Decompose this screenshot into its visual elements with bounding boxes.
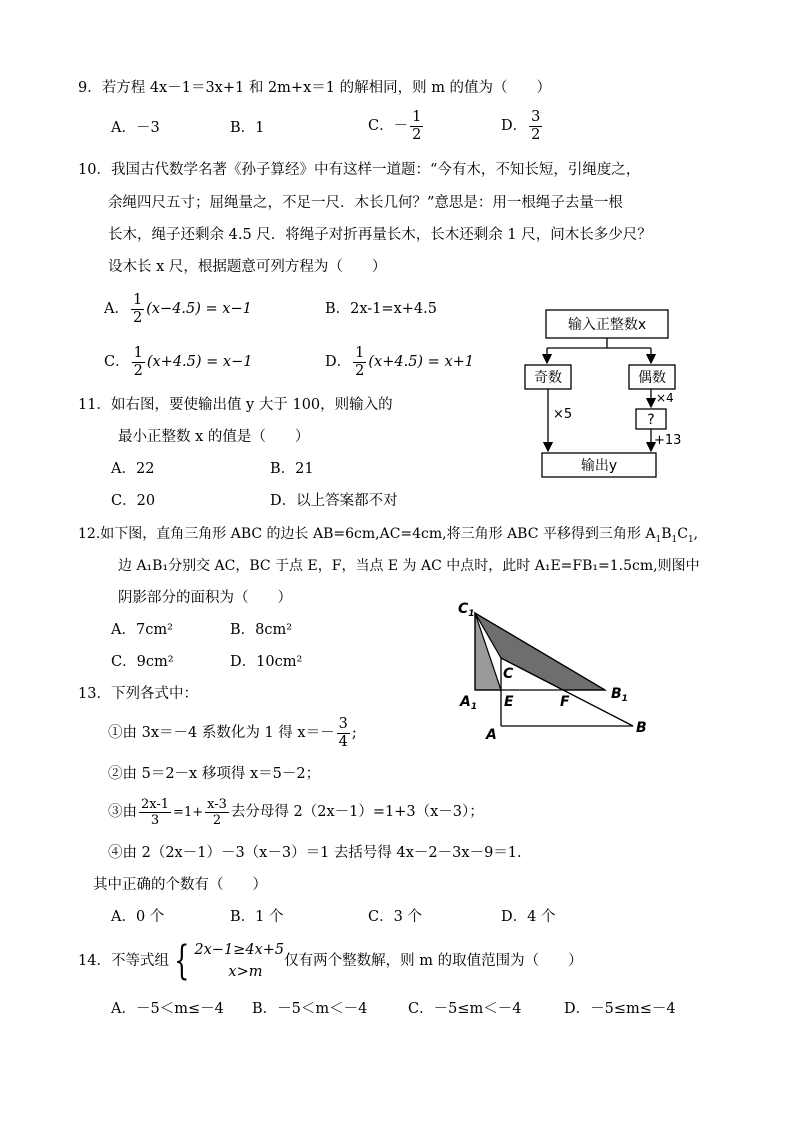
q14-brace: { xyxy=(174,938,190,984)
q13-option-c: C．3 个 xyxy=(368,909,422,925)
label-b: B xyxy=(636,720,647,736)
q12-line-2: 边 A₁B₁分别交 AC，BC 于点 E，F，当点 E 为 AC 中点时，此时 A₁E=FB₁=1.5cm,则图中 xyxy=(118,558,700,574)
q11-line-1: 11．如右图，要使输出值 y 大于 100，则输入的 xyxy=(78,397,393,413)
q12-option-a: A．7cm² xyxy=(111,622,173,638)
q13-item-3: ③由 $\frac{2x-1}{3}$ =1+ $\frac{x-3}{2}$ 去分母得 2（2x－1）=1+3（x－3）； xyxy=(108,796,484,828)
q12-option-b: B．8cm² xyxy=(230,622,293,638)
q9-option-c: C．－ $\frac{1}{2}$ xyxy=(368,109,422,143)
q14-system: 2x−1≥4x+5 x>m xyxy=(194,942,285,980)
q11-option-b: B．21 xyxy=(270,461,314,477)
label-c1: $C_1$ xyxy=(458,601,475,619)
q13-summary: 其中正确的个数有（ ） xyxy=(93,877,267,893)
q10-option-a: A． $\frac{1}{2}$ (x−4.5) = x−1 xyxy=(104,292,252,326)
q12-option-c: C．9cm² xyxy=(111,654,174,670)
q13-item-1: ①由 3x＝－4 系数化为 1 得 x＝－ $\frac{3}{4}$ ; xyxy=(108,716,357,750)
q14-option-a: A．－5＜m≤－4 xyxy=(111,1001,224,1017)
q13-option-d: D．4 个 xyxy=(501,909,556,925)
q12-line-1: 12.如下图，直角三角形 ABC 的边长 AB=6cm,AC=4cm,将三角形 ABC 平移得到三角形 $A_1B_1C_1$, xyxy=(78,526,699,545)
label-f: F xyxy=(560,694,570,710)
label-e: E xyxy=(504,694,514,710)
q13-option-b: B．1 个 xyxy=(230,909,284,925)
flow-even-op1: ×4 xyxy=(656,391,674,405)
q10-option-c: C． $\frac{1}{2}$ (x+4.5) = x−1 xyxy=(104,345,253,379)
q12-line-3: 阴影部分的面积为（ ） xyxy=(118,590,292,606)
q13-option-a: A．0 个 xyxy=(111,909,165,925)
flow-even-label: 偶数 xyxy=(638,370,666,386)
q14-option-d: D．－5≤m≤－4 xyxy=(564,1001,676,1017)
label-b1: $B_1$ xyxy=(611,686,628,704)
q11-option-c: C．20 xyxy=(111,493,156,509)
q14-option-b: B．－5＜m＜－4 xyxy=(252,1001,368,1017)
q10-line-4: 设木长 x 尺，根据题意可列方程为（ ） xyxy=(108,259,387,275)
q10-option-d: D． $\frac{1}{2}$ (x+4.5) = x+1 xyxy=(325,345,474,379)
flow-output-label: 输出y xyxy=(580,458,618,474)
q9-option-a: A．－3 xyxy=(111,120,160,136)
q10-option-b: B．2x-1=x+4.5 xyxy=(325,301,437,317)
flow-odd-op: ×5 xyxy=(553,407,573,422)
label-a1: $A_1$ xyxy=(460,694,478,712)
q13-item-2: ②由 5＝2－x 移项得 x＝5－2； xyxy=(108,766,321,782)
q10-line-3: 长木，绳子还剩余 4.5 尺．将绳子对折再量长木，长木还剩余 1 尺，问木长多少尺？ xyxy=(108,227,652,243)
q12-option-d: D．10cm² xyxy=(230,654,303,670)
q14-option-c: C．－5≤m＜－4 xyxy=(408,1001,522,1017)
q11-line-2: 最小正整数 x 的值是（ ） xyxy=(118,429,310,445)
q10-line-1: 10．我国古代数学名著《孙子算经》中有这样一道题：“今有木，不知长短，引绳度之， xyxy=(78,162,641,178)
q13-stem: 13．下列各式中： xyxy=(78,686,198,702)
q11-option-d: D．以上答案都不对 xyxy=(270,493,398,509)
q9-option-d: D． $\frac{3}{2}$ xyxy=(501,109,541,143)
q9-option-b: B．1 xyxy=(230,120,265,136)
q10-line-2: 余绳四尺五寸；屈绳量之，不足一尺．木长几何？”意思是：用一根绳子去量一根 xyxy=(108,195,623,211)
flow-even-op2: +13 xyxy=(654,433,682,448)
flow-odd-label: 奇数 xyxy=(534,370,562,386)
q9-stem: 9．若方程 4x－1＝3x+1 和 2m+x＝1 的解相同，则 m 的值为（ ） xyxy=(78,80,552,96)
flow-input-label: 输入正整数x xyxy=(567,317,647,333)
q13-item-4: ④由 2（2x－1）－3（x－3）＝1 去括号得 4x－2－3x－9＝1. xyxy=(108,845,522,861)
label-a: A xyxy=(486,727,497,743)
flowchart-figure xyxy=(520,305,700,485)
label-c: C xyxy=(503,666,514,682)
q11-option-a: A．22 xyxy=(111,461,155,477)
triangle-figure xyxy=(455,598,665,743)
flow-unknown-label: ? xyxy=(647,412,655,428)
q14-stem: 14．不等式组 { 2x−1≥4x+5 x>m 仅有两个整数解，则 m 的取值范围为（ ） xyxy=(78,938,583,984)
